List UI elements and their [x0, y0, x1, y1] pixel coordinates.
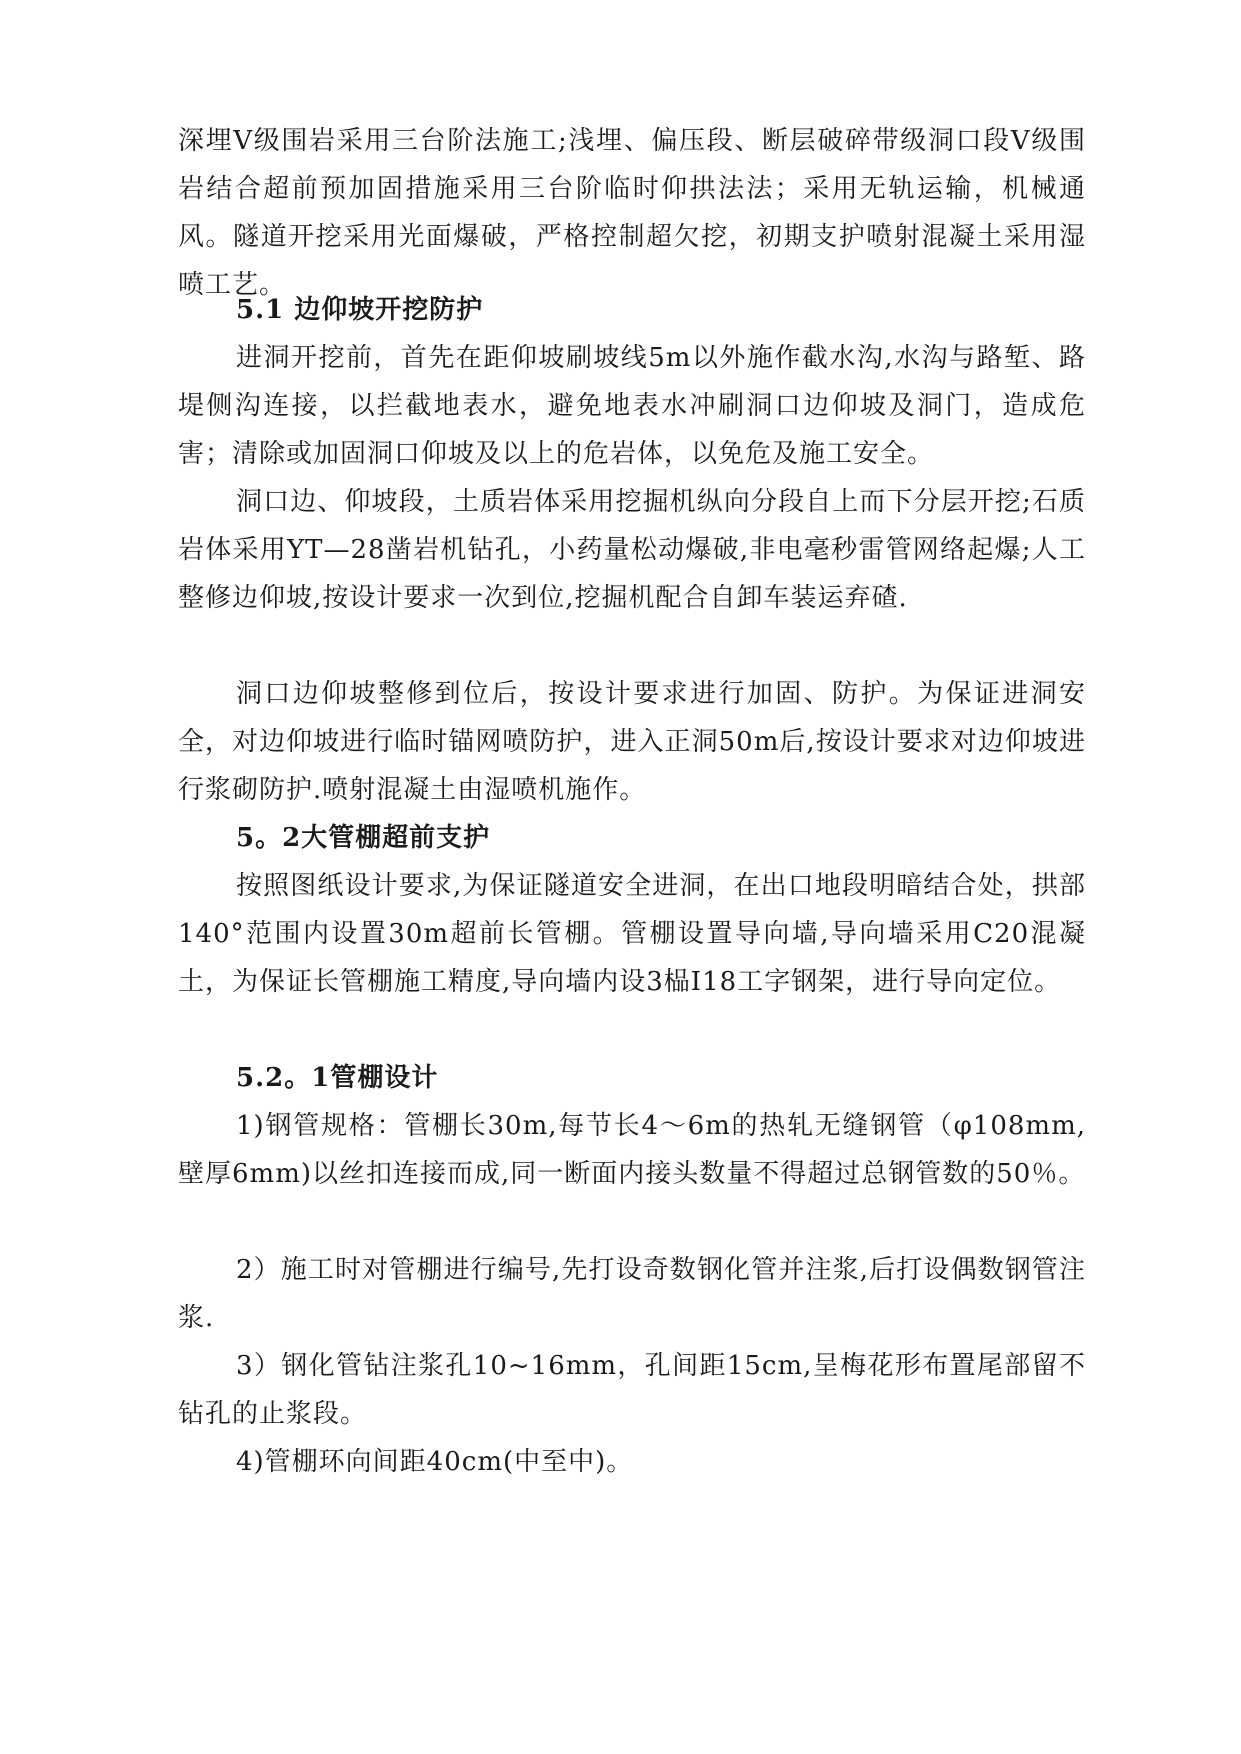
paragraph-pipe-roof: 按照图纸设计要求,为保证隧道安全进洞，在出口地段明暗结合处，拱部140°范围内设置30m超前长管棚。管棚设置导向墙,导向墙采用C20混凝土，为保证长管棚施工精度,导向墙内设3榀I18工字钢架，进行导向定位。 [178, 871, 1086, 997]
section-heading-5-2-1: 5.2。1管棚设计 [236, 1063, 439, 1093]
list-item-steel-pipe-spec: 1)钢管规格：管棚长30m,每节长4～6m的热轧无缝钢管（φ108mm,壁厚6mm)以丝扣连接而成,同一断面内接头数量不得超过总钢管数的50％。 [178, 1111, 1086, 1189]
intro-paragraph: 深埋Ⅴ级围岩采用三台阶法施工;浅埋、偏压段、断层破碎带级洞口段Ⅴ级围岩结合超前预加固措施采用三台阶临时仰拱法法；采用无轨运输，机械通风。隧道开挖采用光面爆破，严格控制超欠挖，初期支护喷射混凝土采用湿喷工艺。 [178, 126, 1086, 300]
list-item-numbering: 2）施工时对管棚进行编号,先打设奇数钢化管并注浆,后打设偶数钢管注浆. [178, 1255, 1086, 1333]
paragraph-slope-protection: 洞口边仰坡整修到位后，按设计要求进行加固、防护。为保证进洞安全，对边仰坡进行临时锚网喷防护，进入正洞50m后,按设计要求对边仰坡进行浆砌防护.喷射混凝土由湿喷机施作。 [178, 679, 1086, 805]
paragraph-drainage: 进洞开挖前，首先在距仰坡刷坡线5m以外施作截水沟,水沟与路堑、路堤侧沟连接，以拦截地表水，避免地表水冲刷洞口边仰坡及洞门，造成危害；清除或加固洞口仰坡及以上的危岩体，以免危及施工安全。 [178, 343, 1086, 469]
list-item-grout-holes: 3）钢化管钻注浆孔10~16mm，孔间距15cm,呈梅花形布置尾部留不钻孔的止浆段。 [178, 1351, 1086, 1429]
section-heading-5-2: 5。2大管棚超前支护 [236, 823, 491, 853]
section-heading-5-1: 5.1 边仰坡开挖防护 [236, 295, 484, 325]
list-item-spacing: 4)管棚环向间距40cm(中至中)。 [236, 1447, 634, 1477]
paragraph-excavation: 洞口边、仰坡段，土质岩体采用挖掘机纵向分段自上而下分层开挖;石质岩体采用YT—28凿岩机钻孔，小药量松动爆破,非电毫秒雷管网络起爆;人工整修边仰坡,按设计要求一次到位,挖掘机配合自卸车装运弃碴. [178, 487, 1086, 613]
